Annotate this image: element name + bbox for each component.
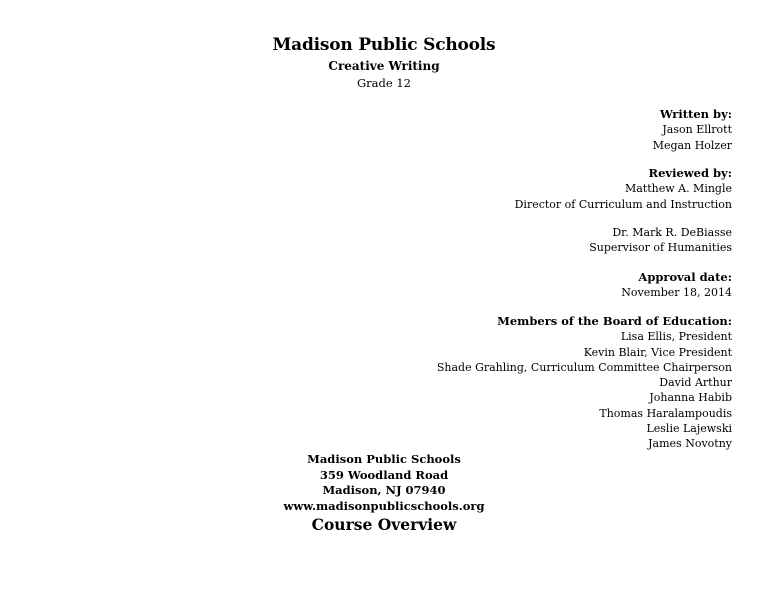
city-state-zip: Madison, NJ 07940 bbox=[322, 483, 446, 498]
website: www.madisonpublicschools.org bbox=[283, 498, 485, 513]
reviewed-by-label: Reviewed by: bbox=[648, 166, 732, 180]
approval-date: November 18, 2014 bbox=[621, 286, 732, 300]
board-member: Johanna Habib bbox=[649, 391, 732, 405]
reviewed-by-section bbox=[515, 166, 732, 212]
approval-date-label: Approval date: bbox=[638, 270, 732, 284]
course-overview-heading: Course Overview bbox=[311, 515, 457, 535]
grade-level: Grade 12 bbox=[357, 76, 411, 90]
board-member: David Arthur bbox=[659, 376, 732, 390]
board-member: Shade Grahling, Curriculum Committee Chairperson bbox=[436, 360, 732, 374]
document-title: Madison Public Schools bbox=[272, 35, 496, 55]
board-member: Leslie Lajewski bbox=[646, 422, 732, 436]
author-name: Jason Ellrott bbox=[662, 123, 732, 137]
author-name: Megan Holzer bbox=[652, 138, 732, 152]
board-member: James Novotny bbox=[648, 437, 732, 451]
board-members-section bbox=[437, 314, 732, 452]
board-member: Kevin Blair, Vice President bbox=[583, 345, 732, 359]
reviewer-title: Supervisor of Humanities bbox=[589, 241, 732, 255]
reviewer-name: Dr. Mark R. DeBiasse bbox=[612, 226, 732, 239]
street-address: 359 Woodland Road bbox=[319, 467, 449, 482]
board-label: Members of the Board of Education: bbox=[497, 314, 732, 328]
title-block bbox=[0, 34, 768, 90]
written-by-label: Written by: bbox=[659, 107, 732, 121]
reviewer-name: Matthew A. Mingle bbox=[624, 182, 732, 196]
school-name: Madison Public Schools bbox=[307, 452, 461, 466]
reviewer-entry bbox=[589, 225, 732, 256]
written-by-section bbox=[653, 107, 732, 153]
address-block bbox=[254, 452, 514, 535]
approval-section bbox=[621, 270, 732, 301]
reviewer-title: Director of Curriculum and Instruction bbox=[514, 197, 732, 211]
board-member: Lisa Ellis, President bbox=[620, 330, 732, 344]
board-member: Thomas Haralampoudis bbox=[599, 406, 732, 420]
course-name: Creative Writing bbox=[328, 59, 440, 73]
